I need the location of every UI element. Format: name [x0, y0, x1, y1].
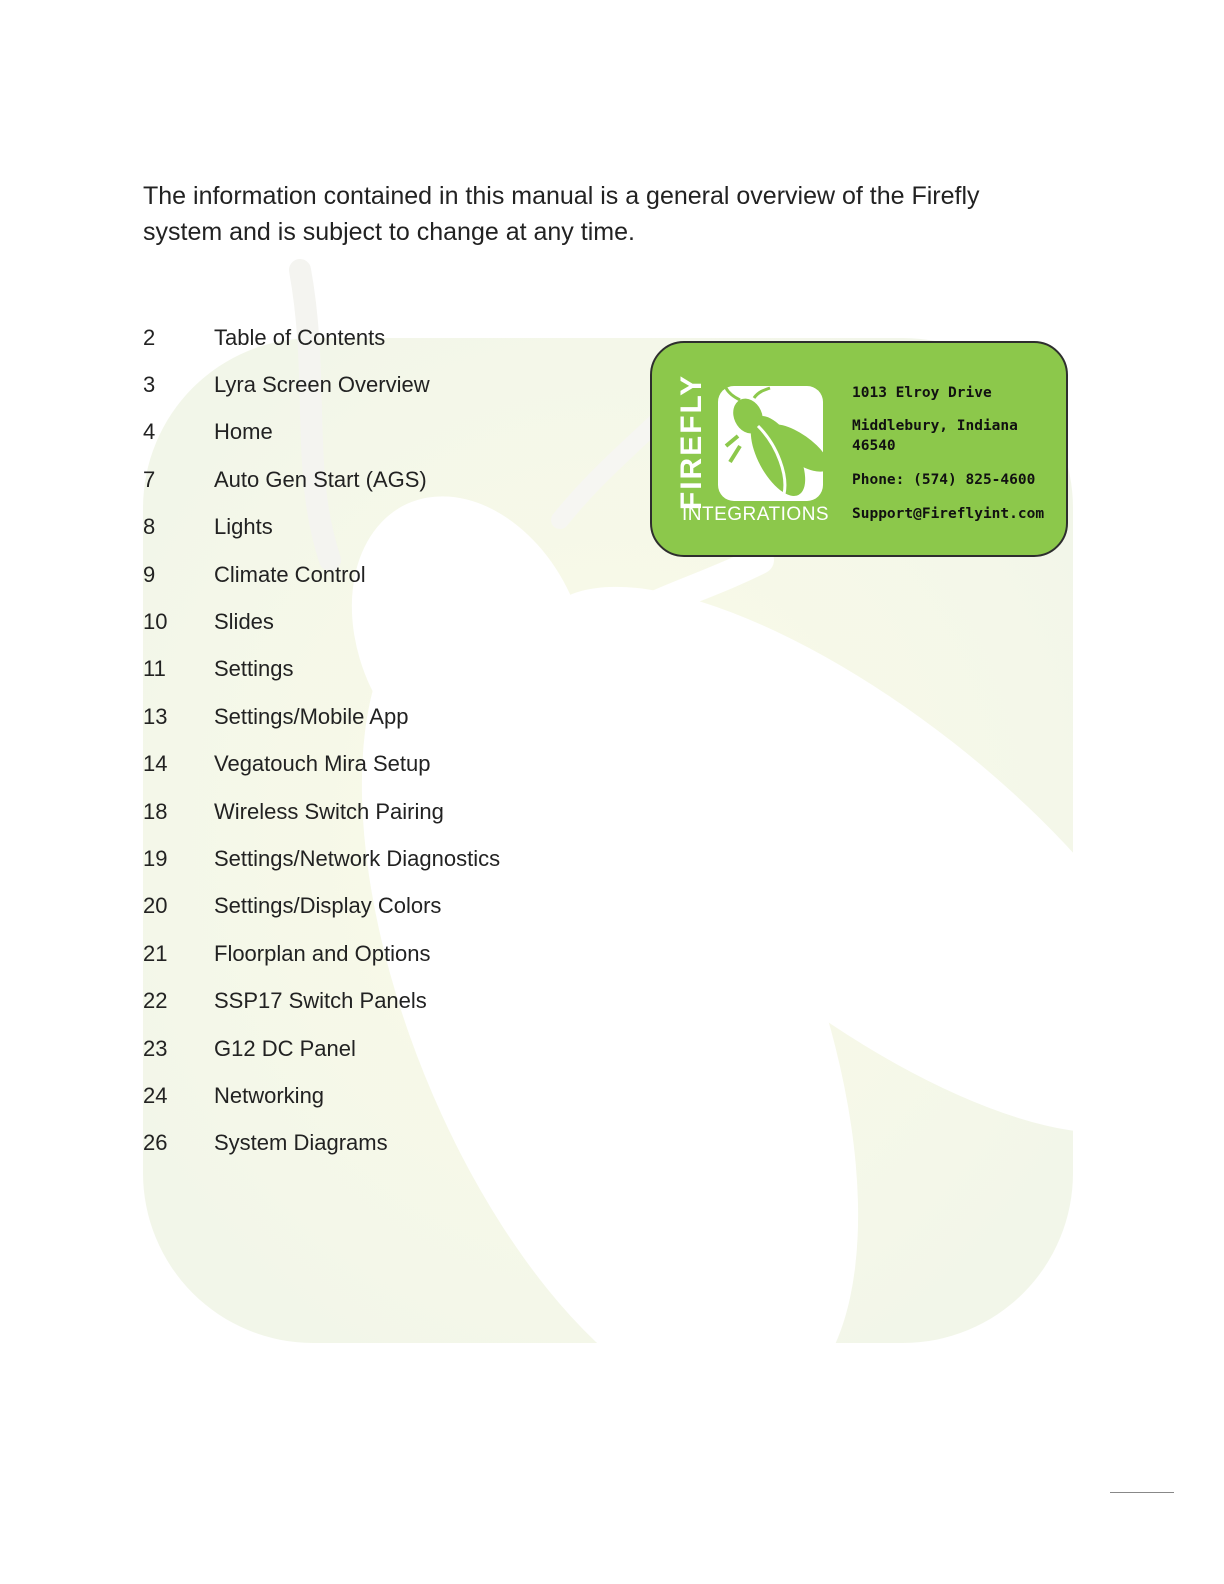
toc-entry — [143, 409, 500, 456]
toc-page-number: 2 — [143, 324, 156, 350]
toc-title: Table of Contents — [214, 324, 386, 350]
toc-entry — [143, 788, 500, 835]
intro-paragraph — [143, 178, 1043, 250]
toc-page-number: 9 — [143, 561, 156, 587]
toc-page-number: 4 — [143, 419, 156, 445]
toc-title: Settings/Display Colors — [214, 893, 442, 919]
toc-title: SSP17 Switch Panels — [214, 988, 427, 1014]
table-of-contents — [143, 314, 500, 1167]
toc-page-number: 18 — [143, 798, 168, 824]
toc-title: Lyra Screen Overview — [214, 372, 430, 398]
toc-entry — [143, 883, 500, 930]
brand-name-vertical: FIREFLY — [675, 373, 708, 511]
toc-entry — [143, 1120, 500, 1167]
toc-title: Home — [214, 419, 273, 445]
toc-page-number: 24 — [143, 1082, 168, 1108]
toc-page-number: 21 — [143, 940, 168, 966]
toc-page-number: 20 — [143, 893, 168, 919]
toc-entry — [143, 930, 500, 977]
toc-title: Lights — [214, 514, 273, 540]
toc-page-number: 19 — [143, 845, 168, 871]
toc-page-number: 7 — [143, 466, 156, 492]
brand-subtitle: INTEGRATIONS — [682, 504, 830, 525]
phone-number: Phone: (574) 825-4600 — [852, 472, 1036, 488]
toc-title: Settings/Network Diagnostics — [214, 845, 501, 871]
intro-line-1: The information contained in this manual is a general overview of the Firefly — [143, 182, 980, 210]
toc-title: Networking — [214, 1082, 325, 1108]
toc-title: Settings — [214, 656, 294, 682]
toc-page-number: 26 — [143, 1130, 168, 1156]
toc-title: Vegatouch Mira Setup — [214, 751, 431, 777]
address-street: 1013 Elroy Drive — [852, 385, 992, 401]
toc-title: Settings/Mobile App — [214, 703, 409, 729]
toc-entry — [143, 456, 500, 503]
firefly-logo-box — [718, 386, 823, 501]
toc-page-number: 11 — [143, 656, 166, 682]
address-city: Middlebury, Indiana — [852, 418, 1018, 434]
page-number-rule — [1110, 1492, 1174, 1493]
intro-line-2: system and is subject to change at any time. — [143, 218, 635, 246]
toc-entry — [143, 504, 500, 551]
toc-title: Climate Control — [214, 561, 366, 587]
toc-entry — [143, 551, 500, 598]
firefly-icon — [718, 386, 823, 501]
toc-title: G12 DC Panel — [214, 1035, 356, 1061]
address-zip: 46540 — [852, 438, 896, 454]
toc-title: Floorplan and Options — [214, 940, 431, 966]
toc-entry — [143, 314, 500, 361]
toc-page-number: 13 — [143, 703, 168, 729]
toc-entry — [143, 741, 500, 788]
toc-page-number: 10 — [143, 609, 168, 635]
toc-entry — [143, 361, 500, 408]
toc-entry — [143, 977, 500, 1024]
toc-page-number: 8 — [143, 514, 156, 540]
toc-entry — [143, 693, 500, 740]
toc-entry — [143, 598, 500, 645]
support-email: Support@Fireflyint.com — [852, 506, 1045, 522]
toc-title: System Diagrams — [214, 1130, 388, 1156]
toc-page-number: 14 — [143, 751, 168, 777]
toc-page-number: 22 — [143, 988, 168, 1014]
toc-page-number: 23 — [143, 1035, 168, 1061]
toc-entry — [143, 1072, 500, 1119]
toc-title: Wireless Switch Pairing — [214, 798, 444, 824]
toc-entry — [143, 1025, 500, 1072]
toc-entry — [143, 646, 500, 693]
toc-entry — [143, 835, 500, 882]
toc-title: Auto Gen Start (AGS) — [214, 466, 427, 492]
toc-page-number: 3 — [143, 372, 156, 398]
toc-title: Slides — [214, 609, 274, 635]
